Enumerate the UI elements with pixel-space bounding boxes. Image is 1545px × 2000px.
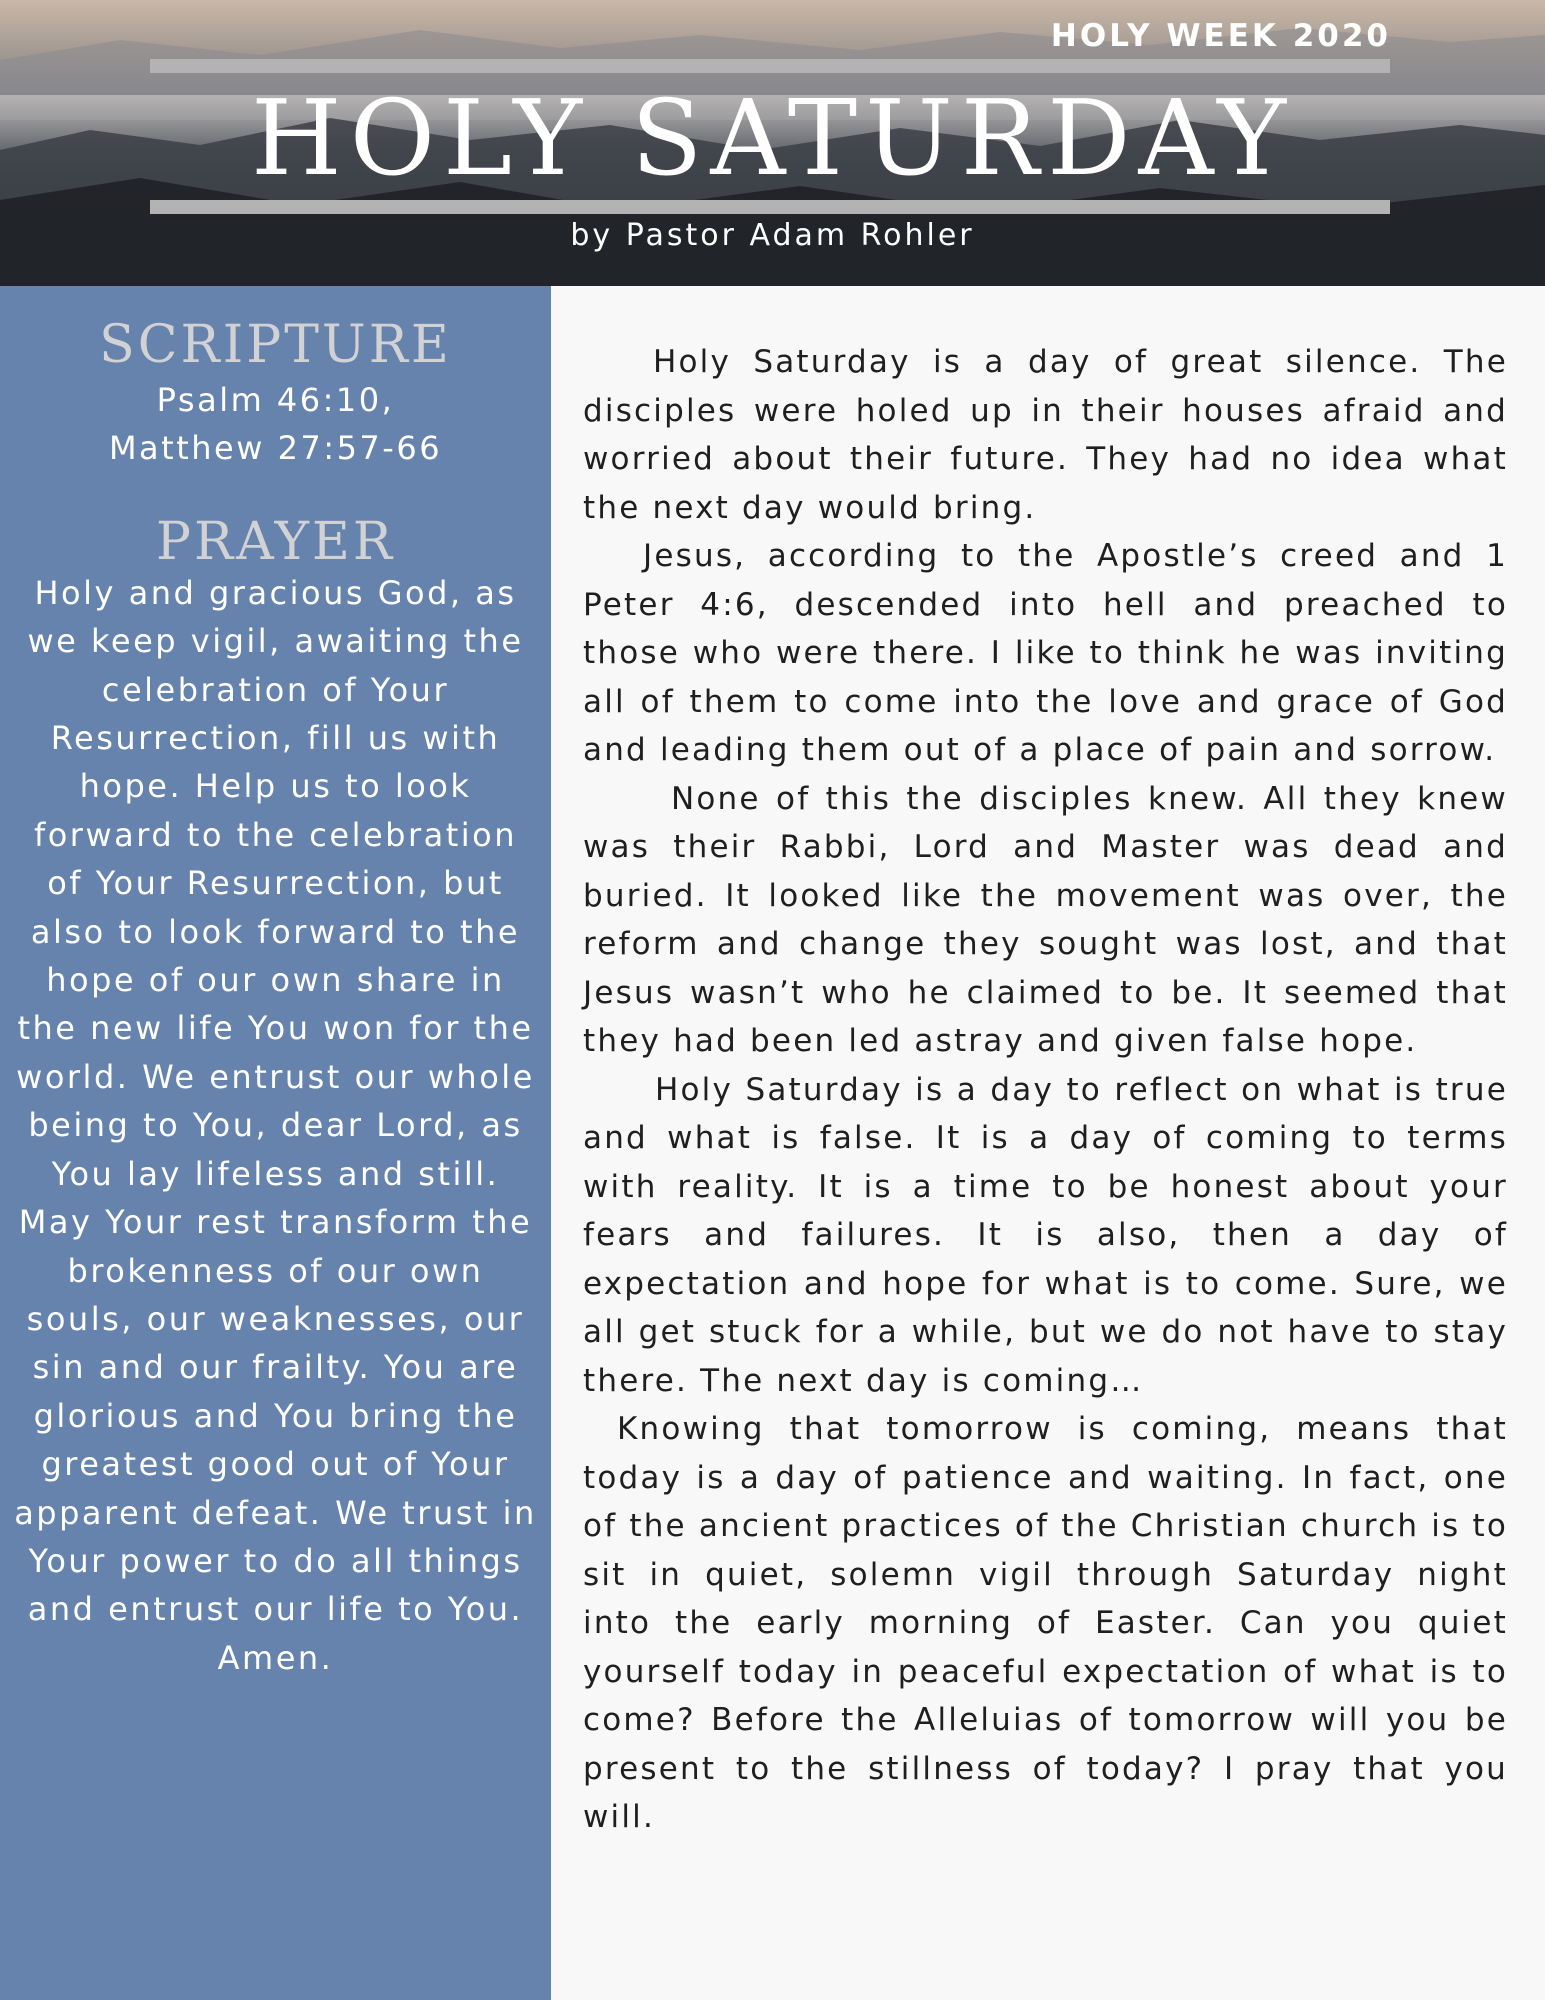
top-divider	[150, 59, 1390, 73]
scripture-reference: Psalm 46:10,	[156, 381, 395, 419]
prayer-heading: PRAYER	[155, 511, 396, 572]
header-banner	[0, 0, 1545, 286]
body-paragraph: Jesus, according to the Apostle’s creed and 1 Peter 4:6, descended into hell and preached to those who were there. I like to think he was inviting all of them to come into the love and grace of God and leading them out of a place of pain and sorrow.	[583, 538, 1508, 768]
page-title: HOLY SATURDAY	[251, 77, 1294, 199]
sidebar-panel	[0, 286, 551, 2000]
body-paragraph: Holy Saturday is a day to reflect on what is true and what is false. It is a day of coming to terms with reality. It is a time to be honest about your fears and failures. It is also, then a day of expectation and hope for what is to come. Sure, we all get stuck for a while, but we do not have to stay there. The next day is coming…	[583, 1071, 1508, 1399]
prayer-text: Holy and gracious God, as we keep vigil, awaiting the celebration of Your Resurrection, fill us with hope. Help us to look forward to the celebration of Your Resurrection, but also to look forward to the hope of our own share in the new life You won for the world. We entrust our whole being to You, dear Lord, as You lay lifeless and still. May Your rest transform the brokenness of our own souls, our weaknesses, our sin and our frailty. You are glorious and You bring the greatest good out of Your apparent defeat. We trust in Your power to do all things and entrust our life to You. Amen.	[14, 573, 537, 1677]
body-paragraph: None of this the disciples knew. All they knew was their Rabbi, Lord and Master was dead and buried. It looked like the movement was over, the reform and change they sought was lost, and that Jesus wasn’t who he claimed to be. It seemed that they had been led astray and given false hope.	[583, 780, 1508, 1059]
body-paragraph: Holy Saturday is a day of great silence. The disciples were holed up in their houses afraid and worried about their future. They had no idea what the next day would bring.	[583, 344, 1508, 526]
author-byline: by Pastor Adam Rohler	[570, 218, 975, 253]
scripture-reference: Matthew 27:57-66	[108, 429, 443, 468]
week-label: HOLY WEEK 2020	[1050, 18, 1391, 54]
body-paragraph: Knowing that tomorrow is coming, means that today is a day of patience and waiting. In fact, one of the ancient practices of the Christian church is to sit in quiet, solemn vigil through Saturday night into the early morning of Easter. Can you quiet yourself today in peaceful expectation of what is to come? Before the Alleluias of tomorrow will you be present to the stillness of today? I pray that you will.	[583, 1411, 1508, 1835]
scripture-heading: SCRIPTURE	[99, 315, 452, 375]
bottom-divider	[150, 200, 1390, 214]
scripture-references	[0, 376, 551, 473]
devotional-body	[583, 338, 1508, 1842]
